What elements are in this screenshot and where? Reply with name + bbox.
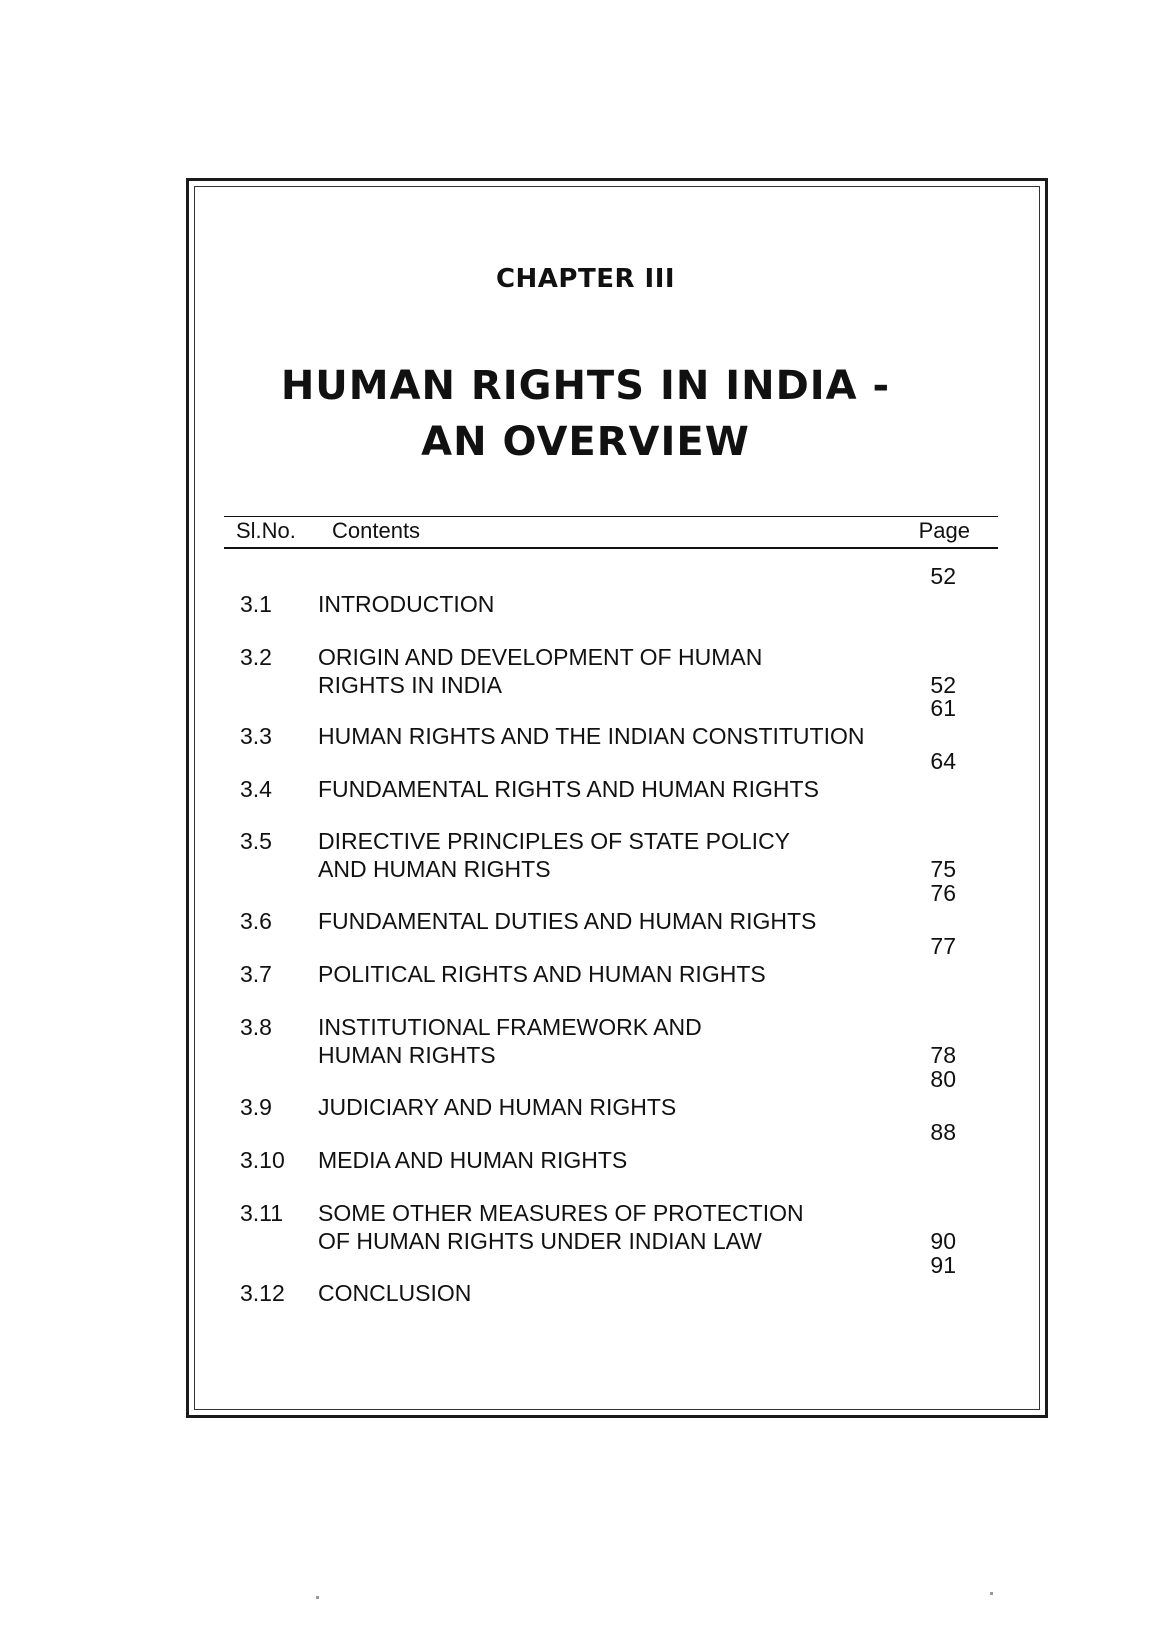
toc-row-title: HUMAN RIGHTS AND THE INDIAN CONSTITUTION <box>318 723 865 749</box>
toc-header-page: Page <box>918 518 970 543</box>
toc-row-number: 3.6 <box>240 908 272 934</box>
toc-row-page: 52 <box>930 563 956 589</box>
toc-row-title: INSTITUTIONAL FRAMEWORK AND HUMAN RIGHTS <box>318 1014 702 1068</box>
toc-row-title: FUNDAMENTAL DUTIES AND HUMAN RIGHTS <box>318 908 817 934</box>
toc-row-number: 3.10 <box>240 1147 285 1173</box>
toc-header-contents: Contents <box>332 518 421 543</box>
toc-row-number: 3.1 <box>240 591 272 617</box>
scan-speck <box>990 1592 993 1595</box>
toc-row <box>240 1199 970 1255</box>
toc-row-number: 3.8 <box>240 1014 272 1040</box>
toc-row-number: 3.4 <box>240 776 272 802</box>
toc-row-number: 3.12 <box>240 1280 285 1306</box>
toc-row-number: 3.7 <box>240 961 272 987</box>
toc-row-page: 91 <box>930 1252 956 1278</box>
toc-row <box>240 643 970 699</box>
toc-row-number: 3.5 <box>240 828 272 854</box>
toc-row-page: 80 <box>930 1066 956 1092</box>
toc-row-title: ORIGIN AND DEVELOPMENT OF HUMAN RIGHTS IN INDIA <box>318 644 763 698</box>
toc-row-number: 3.3 <box>240 723 272 749</box>
toc-row-page: 64 <box>930 748 956 774</box>
toc-row-page: 90 <box>930 1228 956 1254</box>
toc-row-title: POLITICAL RIGHTS AND HUMAN RIGHTS <box>318 961 766 987</box>
toc-row-page: 76 <box>930 880 956 906</box>
toc-row-page: 52 <box>930 672 956 698</box>
toc-row <box>240 827 970 883</box>
toc-row-number: 3.9 <box>240 1094 272 1120</box>
toc-row-number: 3.11 <box>240 1200 284 1226</box>
chapter-title: HUMAN RIGHTS IN INDIA - AN OVERVIEW <box>280 363 891 465</box>
toc-row-title: SOME OTHER MEASURES OF PROTECTION OF HUMAN RIGHTS UNDER INDIAN LAW <box>318 1200 804 1254</box>
scan-speck <box>316 1596 319 1599</box>
toc-row-title: CONCLUSION <box>318 1280 472 1306</box>
toc-row-title: MEDIA AND HUMAN RIGHTS <box>318 1147 628 1173</box>
toc-row-title: FUNDAMENTAL RIGHTS AND HUMAN RIGHTS <box>318 776 819 802</box>
toc-row-title: DIRECTIVE PRINCIPLES OF STATE POLICY AND HUMAN RIGHTS <box>318 828 791 882</box>
chapter-label: CHAPTER III <box>495 264 676 294</box>
toc-row-number: 3.2 <box>240 644 272 670</box>
toc-header-slno: Sl.No. <box>236 518 296 543</box>
toc-row-page: 61 <box>930 695 956 721</box>
toc-row <box>240 1013 970 1069</box>
toc-row-title: JUDICIARY AND HUMAN RIGHTS <box>318 1094 677 1120</box>
toc-row-page: 77 <box>930 933 956 959</box>
toc-row-page: 88 <box>930 1119 956 1145</box>
toc-row-title: INTRODUCTION <box>318 591 495 617</box>
toc-row-page: 75 <box>930 856 956 882</box>
toc-row-page: 78 <box>930 1042 956 1068</box>
